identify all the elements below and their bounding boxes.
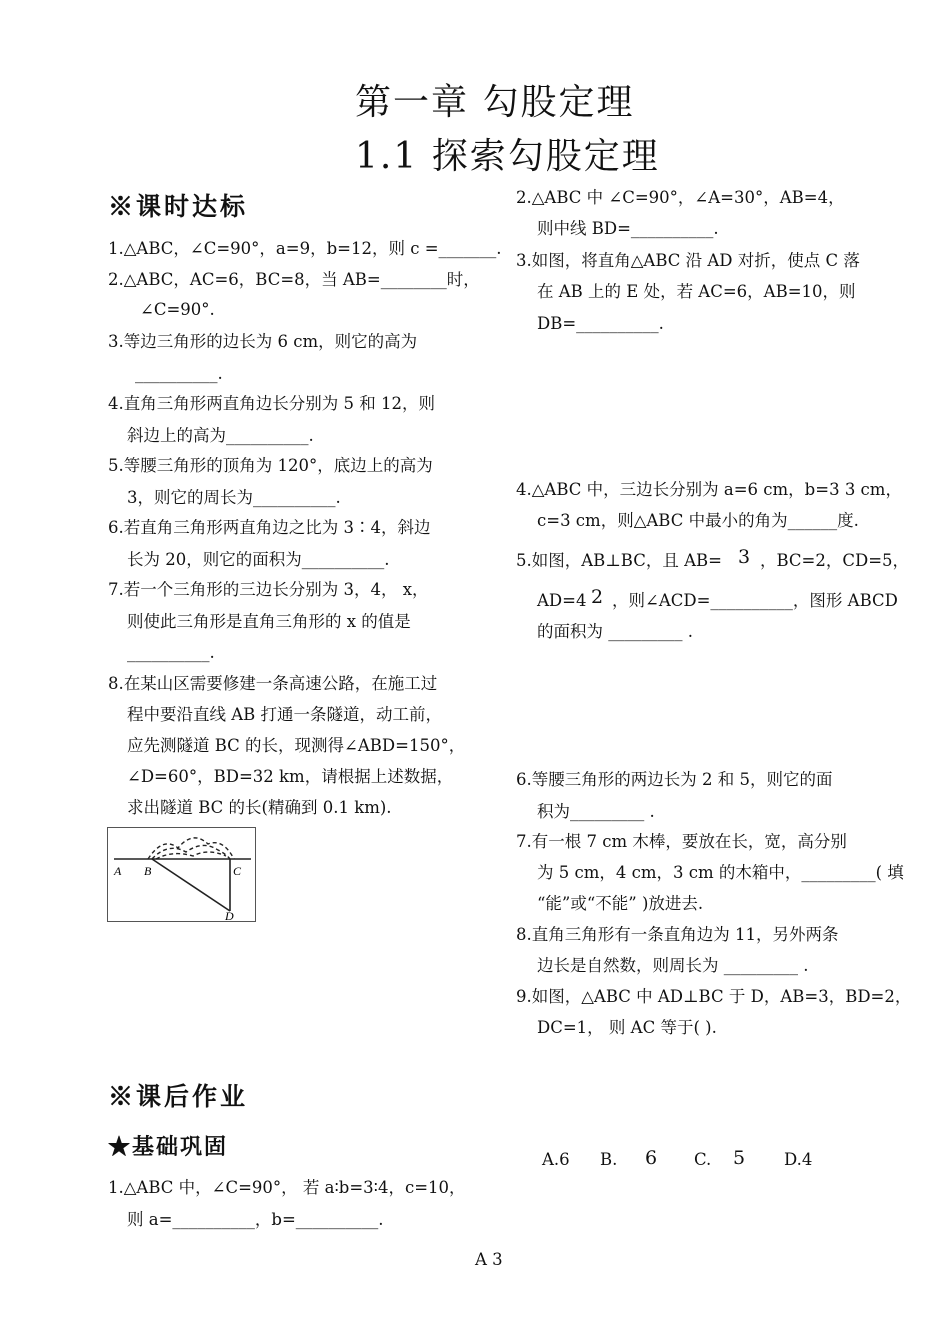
- problem-line: c=3 cm，则△ABC 中最小的角为______度.: [537, 511, 859, 530]
- problem-line: 4.直角三角形两直角边长分别为 5 和 12，则: [108, 394, 435, 413]
- option-c: C.: [694, 1150, 712, 1169]
- problem-line: 程中要沿直线 AB 打通一条隧道，动工前，: [127, 705, 443, 724]
- problem-line: 3，则它的周长为__________.: [127, 488, 341, 507]
- problem-line: 1.△ABC，∠C=90°，a=9，b=12，则 c =_______.: [108, 239, 502, 258]
- label-d: D: [225, 909, 234, 921]
- problem-line: DB=__________.: [537, 314, 664, 333]
- problem-line: 在 AB 上的 E 处，若 AC=6，AB=10，则: [537, 282, 856, 301]
- problem-line: 则中线 BD=__________.: [537, 219, 719, 238]
- problem-line: 5.如图，AB⊥BC，且 AB=: [516, 551, 722, 570]
- option-b-value: 6: [645, 1147, 658, 1169]
- problem-line: 边长是自然数，则周长为 _________ .: [537, 956, 809, 975]
- problem-line: 3.如图，将直角△ABC 沿 AD 对折，使点 C 落: [516, 251, 860, 270]
- problem-line: AD=4: [537, 591, 587, 610]
- problem-line: 8.在某山区需要修建一条高速公路，在施工过: [108, 674, 438, 693]
- problem-line: 则使此三角形是直角三角形的 x 的值是: [127, 612, 411, 631]
- homework-line: 则 a=__________，b=__________.: [127, 1210, 384, 1229]
- problem-line: 2.△ABC，AC=6，BC=8，当 AB=________时，: [108, 270, 480, 289]
- problem-line: 5.等腰三角形的顶角为 120°，底边上的高为: [108, 456, 433, 475]
- problem-line: 积为_________ .: [537, 802, 655, 821]
- problem-line: 7.若一个三角形的三边长分别为 3，4， x，: [108, 580, 429, 599]
- section-heading-class-goals: ※课时达标: [108, 192, 249, 221]
- chapter-title: 第一章 勾股定理: [355, 82, 635, 123]
- problem-line: __________.: [127, 643, 215, 662]
- problem-line: ，则∠ACD=__________，图形 ABCD: [612, 591, 898, 610]
- problem-line: 斜边上的高为__________.: [127, 426, 314, 445]
- problem-line: 4.△ABC 中，三边长分别为 a=6 cm，b=3 3 cm，: [516, 480, 902, 499]
- tunnel-figure: [107, 827, 256, 922]
- problem-line: 7.有一根 7 cm 木棒，要放在长，宽，高分别: [516, 832, 847, 851]
- problem-line: ∠D=60°，BD=32 km，请根据上述数据，: [127, 767, 454, 786]
- problem-line: 应先测隧道 BC 的长，现测得∠ABD=150°，: [127, 736, 466, 755]
- problem-line: 6.若直角三角形两直角边之比为 3∶4，斜边: [108, 518, 431, 537]
- section-heading-homework: ※课后作业: [108, 1082, 249, 1111]
- problem-line: 9.如图，△ABC 中 AD⊥BC 于 D，AB=3，BD=2，: [516, 987, 912, 1006]
- problem-line: 2.△ABC 中 ∠C=90°，∠A=30°，AB=4，: [516, 188, 845, 207]
- problem-line: ∠C=90°.: [140, 300, 215, 319]
- problem-line: 求出隧道 BC 的长(精确到 0.1 km).: [127, 798, 392, 817]
- problem-line: 8.直角三角形有一条直角边为 11，另外两条: [516, 925, 839, 944]
- radical-value: 2: [591, 586, 604, 608]
- option-b: B.: [600, 1150, 618, 1169]
- problem-line: 的面积为 _________ .: [537, 622, 693, 641]
- option-d: D.4: [784, 1150, 813, 1169]
- problem-line: DC=1， 则 AC 等于( ).: [537, 1018, 717, 1037]
- problem-line: 长为 20，则它的面积为__________.: [127, 550, 390, 569]
- label-b: B: [144, 864, 152, 878]
- option-a: A.6: [542, 1150, 570, 1169]
- problem-line: 6.等腰三角形的两边长为 2 和 5，则它的面: [516, 770, 833, 789]
- problem-line: 为 5 cm，4 cm，3 cm 的木箱中，_________( 填: [537, 863, 904, 882]
- problem-line: __________.: [135, 364, 223, 383]
- subsection-heading-basics: ★基础巩固: [108, 1134, 229, 1160]
- page-number: A 3: [475, 1250, 503, 1269]
- radical-value: 3: [738, 546, 751, 568]
- section-title: 1.1 探索勾股定理: [355, 136, 660, 177]
- tunnel-diagram: [108, 828, 255, 921]
- label-c: C: [233, 864, 242, 878]
- problem-line: 3.等边三角形的边长为 6 cm，则它的高为: [108, 332, 418, 351]
- problem-line: ，BC=2，CD=5，: [760, 551, 910, 570]
- homework-line: 1.△ABC 中，∠C=90°， 若 a∶b=3∶4，c=10，: [108, 1178, 466, 1197]
- label-a: A: [114, 864, 122, 878]
- option-c-value: 5: [733, 1147, 746, 1169]
- problem-line: “能”或“不能” )放进去.: [537, 894, 704, 913]
